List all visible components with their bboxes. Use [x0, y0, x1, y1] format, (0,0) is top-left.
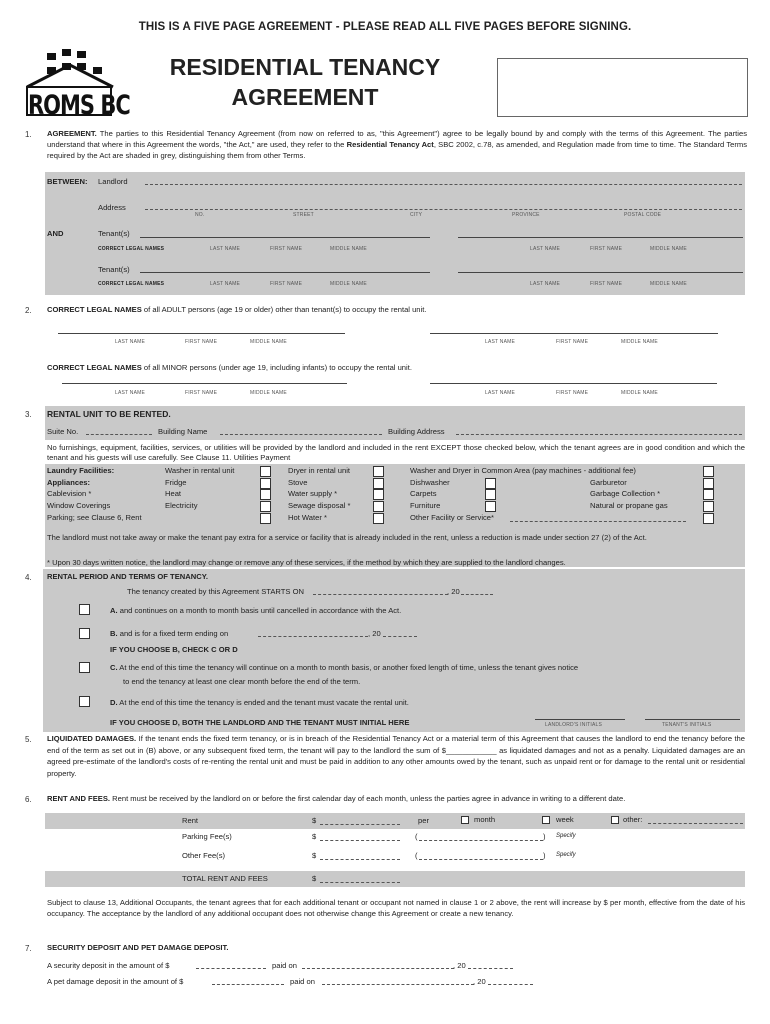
- other-period-label: other:: [623, 815, 643, 824]
- first-caption: FIRST NAME: [556, 390, 589, 396]
- parties-block: [45, 172, 745, 295]
- other-fee-label: Other Fee(s): [182, 851, 226, 860]
- addr-province-caption: PROVINCE: [512, 212, 540, 218]
- facility-checkbox[interactable]: [260, 466, 271, 477]
- section-3-facilities-block: [45, 464, 745, 567]
- facility-label: Carpets: [410, 489, 437, 498]
- building-address-field[interactable]: [456, 434, 742, 435]
- addr-city-caption: CITY: [410, 212, 423, 218]
- facility-label: Window Coverings: [47, 501, 111, 510]
- notice-text: * Upon 30 days written notice, the landlord may change or remove any of these services, if the method by which they are supplied to the landlord changes.: [47, 558, 566, 567]
- facility-checkbox[interactable]: [373, 501, 384, 512]
- dollar-sign: $: [312, 851, 317, 860]
- facility-label: Sewage disposal *: [288, 501, 351, 510]
- paid-on-label: paid on: [272, 961, 297, 970]
- section-7-heading: SECURITY DEPOSIT AND PET DAMAGE DEPOSIT.: [47, 943, 229, 952]
- end-year-label: , 20: [368, 629, 381, 638]
- section-3-heading: RENTAL UNIT TO BE RENTED.: [47, 409, 171, 419]
- first-caption: FIRST NAME: [185, 390, 218, 396]
- first-caption: FIRST NAME: [556, 339, 589, 345]
- facility-label: Dryer in rental unit: [288, 466, 351, 475]
- facility-label: Other Facility or Service*: [410, 513, 494, 522]
- security-amount-field[interactable]: [196, 968, 266, 969]
- last-caption: LAST NAME: [485, 339, 516, 345]
- section-number: 2.: [25, 306, 32, 315]
- specify-label: Specify: [556, 852, 576, 858]
- facility-checkbox[interactable]: [703, 513, 714, 524]
- section-2-minors: CORRECT LEGAL NAMES of all MINOR persons (under age 19, including infants) to occupy the rental unit.: [47, 363, 412, 372]
- parking-fee-label: Parking Fee(s): [182, 832, 232, 841]
- tenant-3-field[interactable]: [140, 272, 430, 273]
- section-5-liquidated-damages: LIQUIDATED DAMAGES. If the tenant ends the fixed term tenancy, or is in breach of the Residential Tenancy Act or a material term of this Agreement that causes the landlord to end the tenancy before the end of the term as set out in (B) above, or any subsequent fixed term, the tenant will pay to the landlord the sum of $____________ as liquidated damages and not as a penalty. Liquidated damages are an agreed pre-estimate of the landlord's costs of re-renting the rental unit and must be paid in addition to any other amounts owed by the tenant, such as unpaid rent or for damage to the rental unit or residential property.: [47, 734, 745, 778]
- last-caption: LAST NAME: [115, 390, 146, 396]
- month-label: month: [474, 815, 496, 824]
- facility-checkbox[interactable]: [373, 466, 384, 477]
- last-caption: LAST NAME: [485, 390, 516, 396]
- year-label: , 20: [473, 977, 486, 986]
- total-row: [45, 871, 745, 887]
- facility-label: Water supply *: [288, 489, 338, 498]
- tenant-initials-caption: TENANT'S INITIALS: [662, 722, 712, 728]
- first-caption: FIRST NAME: [590, 246, 623, 252]
- choose-d-note: IF YOU CHOOSE D, BOTH THE LANDLORD AND THE TENANT MUST INITIAL HERE: [110, 718, 410, 727]
- week-checkbox[interactable]: [542, 816, 550, 824]
- adult-1-field[interactable]: [58, 333, 345, 334]
- option-d: D. At the end of this time the tenancy is ended and the tenant must vacate the rental unit.: [110, 698, 409, 707]
- facility-checkbox[interactable]: [373, 478, 384, 489]
- facility-label: Washer and Dryer in Common Area (pay machines - additional fee): [410, 466, 636, 475]
- first-caption: FIRST NAME: [590, 281, 623, 287]
- section-number: 5.: [25, 735, 32, 744]
- facility-label: Cablevision *: [47, 489, 92, 498]
- section-number: 4.: [25, 573, 32, 582]
- start-year-label: , 20: [447, 587, 460, 596]
- other-fee-specify-field[interactable]: [419, 859, 543, 860]
- page-title: RESIDENTIAL TENANCY AGREEMENT: [169, 54, 441, 110]
- building-name-field[interactable]: [220, 434, 382, 435]
- option-c-checkbox[interactable]: [79, 662, 90, 673]
- building-address-label: Building Address: [388, 427, 445, 436]
- pet-amount-field[interactable]: [212, 984, 284, 985]
- end-year-field[interactable]: [383, 636, 417, 637]
- facility-checkbox[interactable]: [703, 466, 714, 477]
- facility-label: Dishwasher: [410, 478, 450, 487]
- first-caption: FIRST NAME: [270, 246, 303, 252]
- section-number: 6.: [25, 795, 32, 804]
- legal-names-caption: CORRECT LEGAL NAMES: [98, 246, 165, 252]
- facility-label: Stove: [288, 478, 308, 487]
- middle-caption: MIDDLE NAME: [330, 281, 367, 287]
- between-label: BETWEEN:: [47, 177, 88, 186]
- facility-label: Furniture: [410, 501, 441, 510]
- roms-bc-logo: [25, 45, 130, 121]
- facility-label: Electricity: [165, 501, 198, 510]
- logo-text: ROMS BC: [28, 90, 130, 121]
- facility-label: Heat: [165, 489, 182, 498]
- minor-2-field[interactable]: [430, 383, 717, 384]
- suite-field[interactable]: [86, 434, 152, 435]
- middle-caption: MIDDLE NAME: [250, 390, 287, 396]
- facility-checkbox[interactable]: [260, 501, 271, 512]
- first-caption: FIRST NAME: [185, 339, 218, 345]
- rent-label: Rent: [182, 816, 199, 825]
- tenant-2-field[interactable]: [458, 237, 743, 238]
- other-period-checkbox[interactable]: [611, 816, 619, 824]
- parking-amount-field[interactable]: [320, 840, 400, 841]
- address-label: Address: [98, 203, 126, 212]
- facility-label: Natural or propane gas: [590, 501, 668, 510]
- last-caption: LAST NAME: [210, 281, 241, 287]
- other-fee-amount-field[interactable]: [320, 859, 400, 860]
- middle-caption: MIDDLE NAME: [650, 246, 687, 252]
- section-2-adults: CORRECT LEGAL NAMES of all ADULT persons (age 19 or older) other than tenant(s) to occupy the rental unit.: [47, 305, 427, 314]
- facility-checkbox[interactable]: [373, 513, 384, 524]
- and-label: AND: [47, 229, 64, 238]
- suite-label: Suite No.: [47, 427, 79, 436]
- middle-caption: MIDDLE NAME: [330, 246, 367, 252]
- security-deposit-label: A security deposit in the amount of $: [47, 961, 170, 970]
- facility-label: Washer in rental unit: [165, 466, 235, 475]
- dollar-sign: $: [312, 874, 317, 883]
- option-c: C. At the end of this time the tenancy will continue on a month to month basis, or another fixed length of time, unless the tenant gives notice: [110, 663, 579, 672]
- last-caption: LAST NAME: [210, 246, 241, 252]
- option-b-checkbox[interactable]: [79, 628, 90, 639]
- choose-b-note: IF YOU CHOOSE B, CHECK C OR D: [110, 645, 238, 654]
- other-facility-field[interactable]: [510, 521, 686, 522]
- pet-deposit-label: A pet damage deposit in the amount of $: [47, 977, 184, 986]
- facility-label: Laundry Facilities:: [47, 466, 115, 475]
- other-period-field[interactable]: [648, 823, 743, 824]
- adult-2-field[interactable]: [430, 333, 718, 334]
- section-3-intro: No furnishings, equipment, facilities, services, or utilities will be provided by the landlord and included in the rent EXCEPT those checked below, which the tenant agrees are in good condition and which the tenant and his guests will use carefully. See Clause 11. Utilities Payment: [47, 443, 745, 462]
- parking-specify-field[interactable]: [419, 840, 543, 841]
- section-6-rent: RENT AND FEES. Rent must be received by the landlord on or before the first calendar day of each month, unless the parties agree in advance in writing to a different date.: [47, 794, 626, 803]
- page-header: THIS IS A FIVE PAGE AGREEMENT - PLEASE READ ALL FIVE PAGES BEFORE SIGNING.: [138, 21, 632, 33]
- additional-occupants-text: Subject to clause 13, Additional Occupants, the tenant agrees that for each additional tenant or occupant not named in clause 1 or 2 above, the rent will increase by $ per month, effective from the date of his occupancy. The acceptance by the landlord of any additional occupant does not otherwise change this Agreement or create a new tenancy.: [47, 898, 745, 918]
- facility-label: Garbage Collection *: [590, 489, 661, 498]
- section-4-heading: RENTAL PERIOD AND TERMS OF TENANCY.: [47, 572, 209, 581]
- end-date-field[interactable]: [258, 636, 368, 637]
- section-1-agreement: AGREEMENT. The parties to this Residential Tenancy Agreement (from now on referred to as, "this Agreement") agree to be legally bound by and comply with the terms of this Agreement. The parties understand that where in this Agreement the words, "the Act," are used, they refer to the Residential Tenancy Act, SBC 2002, c.78, as amended, and Regulation made from time to time. The Standard Terms required by the Act are shaded in grey, distinguishing them from other Terms.: [47, 129, 748, 160]
- facility-checkbox[interactable]: [260, 489, 271, 500]
- middle-caption: MIDDLE NAME: [621, 339, 658, 345]
- landlord-initials-field[interactable]: [535, 719, 625, 720]
- landlord-initials-caption: LANDLORD'S INITIALS: [545, 722, 602, 728]
- tenants-label: Tenant(s): [98, 265, 130, 274]
- dollar-sign: $: [312, 832, 317, 841]
- facility-checkbox[interactable]: [373, 489, 384, 500]
- addr-postal-caption: POSTAL CODE: [624, 212, 662, 218]
- starts-label: The tenancy created by this Agreement STARTS ON: [127, 587, 304, 596]
- tenants-label: Tenant(s): [98, 229, 130, 238]
- total-label: TOTAL RENT AND FEES: [182, 874, 268, 883]
- tenant-initials-field[interactable]: [645, 719, 740, 720]
- pet-date-field[interactable]: [322, 984, 474, 985]
- start-date-field[interactable]: [313, 594, 448, 595]
- building-name-label: Building Name: [158, 427, 208, 436]
- rent-amount-field[interactable]: [320, 824, 400, 825]
- facility-label: Fridge: [165, 478, 187, 487]
- security-year-field[interactable]: [468, 968, 513, 969]
- address-field[interactable]: [145, 209, 742, 210]
- facility-checkbox[interactable]: [703, 478, 714, 489]
- middle-caption: MIDDLE NAME: [621, 390, 658, 396]
- no-take-away-text: The landlord must not take away or make the tenant pay extra for a service or facility that is already included in the rent, unless a reduction is made under section 27 (2) of the Act.: [47, 533, 647, 542]
- paid-on-label: paid on: [290, 977, 315, 986]
- option-b: B. and is for a fixed term ending on: [110, 629, 229, 638]
- dollar-sign: $: [312, 816, 317, 825]
- facility-checkbox[interactable]: [703, 489, 714, 500]
- legal-names-caption: CORRECT LEGAL NAMES: [98, 281, 165, 287]
- total-amount-field[interactable]: [320, 882, 400, 883]
- minor-1-field[interactable]: [62, 383, 347, 384]
- facility-label: Parking; see Clause 6, Rent: [47, 513, 142, 522]
- facility-checkbox[interactable]: [485, 489, 496, 500]
- year-label: , 20: [453, 961, 466, 970]
- section-number: 1.: [25, 130, 32, 139]
- specify-label: Specify: [556, 833, 576, 839]
- start-year-field[interactable]: [461, 594, 493, 595]
- last-caption: LAST NAME: [530, 281, 561, 287]
- facility-checkbox[interactable]: [260, 513, 271, 524]
- reference-box[interactable]: [497, 58, 748, 117]
- facility-checkbox[interactable]: [260, 478, 271, 489]
- facility-label: Appliances:: [47, 478, 91, 487]
- landlord-label: Landlord: [98, 177, 128, 186]
- option-c-continued: to end the tenancy at least one clear month before the end of the term.: [123, 677, 361, 686]
- addr-street-caption: STREET: [293, 212, 314, 218]
- middle-caption: MIDDLE NAME: [650, 281, 687, 287]
- week-label: week: [556, 815, 574, 824]
- addr-no-caption: NO.: [195, 212, 205, 218]
- last-caption: LAST NAME: [530, 246, 561, 252]
- pet-year-field[interactable]: [488, 984, 533, 985]
- facility-checkbox[interactable]: [485, 501, 496, 512]
- landlord-field[interactable]: [145, 184, 742, 185]
- section-number: 7.: [25, 944, 32, 953]
- facility-checkbox[interactable]: [485, 478, 496, 489]
- first-caption: FIRST NAME: [270, 281, 303, 287]
- option-a-checkbox[interactable]: [79, 604, 90, 615]
- per-label: per: [418, 816, 429, 825]
- month-checkbox[interactable]: [461, 816, 469, 824]
- tenant-4-field[interactable]: [458, 272, 743, 273]
- middle-caption: MIDDLE NAME: [250, 339, 287, 345]
- tenant-1-field[interactable]: [140, 237, 430, 238]
- section-number: 3.: [25, 410, 32, 419]
- option-d-checkbox[interactable]: [79, 696, 90, 707]
- facility-label: Garburetor: [590, 478, 627, 487]
- option-a: A. and continues on a month to month basis until cancelled in accordance with the Act.: [110, 606, 402, 615]
- last-caption: LAST NAME: [115, 339, 146, 345]
- facility-checkbox[interactable]: [703, 501, 714, 512]
- security-date-field[interactable]: [302, 968, 454, 969]
- facility-label: Hot Water *: [288, 513, 327, 522]
